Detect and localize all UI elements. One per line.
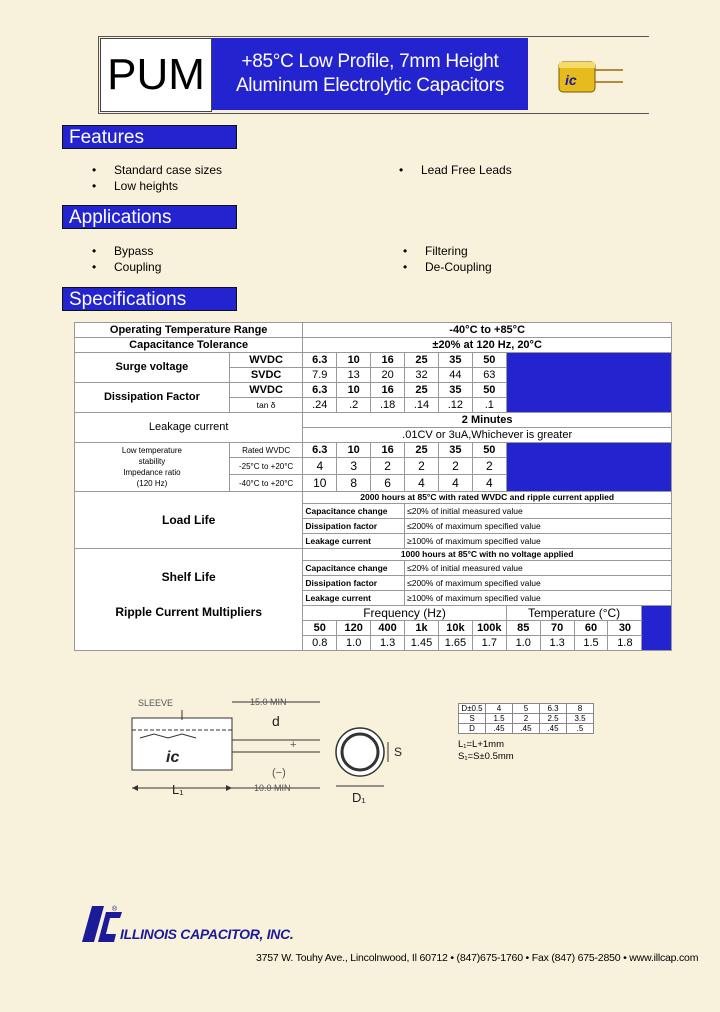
dimension-drawing	[120, 690, 420, 810]
blue-fill-block	[506, 443, 671, 492]
cap-tol-row	[75, 338, 672, 353]
table-cell: 35	[438, 353, 472, 368]
page-title	[212, 38, 528, 110]
leak-value: .01CV or 3uA,Whichever is greater	[303, 428, 672, 443]
specifications-table	[74, 322, 672, 651]
table-cell: 1.5	[574, 636, 608, 651]
blue-fill-block	[506, 353, 671, 413]
table-cell: 4	[303, 458, 337, 475]
application-item: • Bypass	[114, 244, 153, 258]
criteria-label: Dissipation factor	[303, 519, 405, 534]
lts-label-line: Impedance ratio	[123, 468, 181, 477]
table-cell: 13	[337, 368, 371, 383]
leak-row	[75, 413, 672, 428]
table-cell: 4	[486, 704, 513, 714]
table-cell: 100k	[472, 621, 506, 636]
table-cell: 16	[371, 383, 405, 398]
table-cell: 1.7	[472, 636, 506, 651]
table-cell: 1k	[405, 621, 439, 636]
svg-text:®: ®	[112, 906, 118, 913]
table-cell: 2	[405, 458, 439, 475]
table-cell: 0.8	[303, 636, 337, 651]
table-cell: 30	[608, 621, 642, 636]
table-cell: 16	[371, 353, 405, 368]
table-cell: 120	[337, 621, 371, 636]
cap-tol-value: ±20% at 120 Hz, 20°C	[303, 338, 672, 353]
table-cell: 6	[371, 475, 405, 492]
table-cell: 50	[472, 383, 506, 398]
table-cell: D±0.5	[459, 704, 486, 714]
table-cell: S	[459, 714, 486, 724]
table-cell: 4	[472, 475, 506, 492]
r40-label: -40°C to +20°C	[229, 475, 302, 492]
load-life-label: Load Life	[75, 492, 303, 549]
criteria-label: Dissipation factor	[303, 576, 405, 591]
lts-label-line: (120 Hz)	[136, 479, 168, 488]
criteria-value: ≤20% of initial measured value	[405, 504, 672, 519]
lts-label-line: Low temperature	[121, 446, 182, 455]
table-cell: 10	[337, 383, 371, 398]
svg-text:ic: ic	[565, 72, 577, 88]
min10-label: 10.0 MIN	[254, 783, 291, 793]
table-cell: 1.65	[438, 636, 472, 651]
table-cell: 4	[438, 475, 472, 492]
table-cell: 2	[472, 458, 506, 475]
leak-label: Leakage current	[75, 413, 303, 443]
table-cell: 50	[472, 353, 506, 368]
criteria-value: ≥100% of maximum specified value	[405, 591, 672, 606]
wvdc-row	[75, 353, 672, 368]
table-cell: 25	[405, 383, 439, 398]
specifications-heading: Specifications	[62, 287, 237, 311]
table-cell: 32	[405, 368, 439, 383]
criteria-value: ≤200% of maximum specified value	[405, 519, 672, 534]
table-cell: 1.45	[405, 636, 439, 651]
table-cell: 10	[337, 443, 371, 458]
table-cell: 25	[405, 443, 439, 458]
svdc-label: SVDC	[229, 368, 302, 383]
table-cell: .14	[405, 398, 439, 413]
application-item: • Coupling	[114, 260, 161, 274]
table-cell: 70	[540, 621, 574, 636]
load-cond-row	[75, 492, 672, 504]
table-cell: .45	[540, 724, 567, 734]
shelf-condition: 1000 hours at 85°C with no voltage applied	[303, 549, 672, 561]
table-cell: 25	[405, 353, 439, 368]
application-item: • Filtering	[425, 244, 468, 258]
table-cell: 1.0	[506, 636, 540, 651]
freq-label: Frequency (Hz)	[303, 606, 506, 621]
table-cell: 1.5	[486, 714, 513, 724]
wvdc-label: WVDC	[229, 383, 302, 398]
table-cell: 3.5	[567, 714, 594, 724]
table-row	[459, 724, 594, 734]
svg-text:ic: ic	[166, 749, 180, 766]
table-cell: 8	[567, 704, 594, 714]
shelf-life-label: Shelf Life	[75, 549, 303, 606]
table-cell: 44	[438, 368, 472, 383]
table-cell: 1.8	[608, 636, 642, 651]
criteria-value: ≥100% of maximum specified value	[405, 534, 672, 549]
ripple-header-row	[75, 606, 672, 621]
criteria-label: Capacitance change	[303, 561, 405, 576]
table-cell: 4	[405, 475, 439, 492]
sleeve-label: SLEEVE	[138, 698, 174, 708]
table-cell: 35	[438, 383, 472, 398]
df-label: Dissipation Factor	[75, 383, 230, 413]
temp-label: Temperature (°C)	[506, 606, 642, 621]
note-s1: S₁=S±0.5mm	[458, 751, 514, 762]
series-name: PUM	[100, 38, 212, 112]
min15-label: 15.0 MIN	[250, 697, 287, 707]
table-cell: 6.3	[303, 353, 337, 368]
op-temp-label: Operating Temperature Range	[75, 323, 303, 338]
table-cell: 2.5	[540, 714, 567, 724]
table-cell: 2	[513, 714, 540, 724]
l1-label: L₁	[172, 782, 184, 797]
lts-label	[75, 443, 230, 492]
table-cell: 400	[371, 621, 405, 636]
table-cell: 50	[472, 443, 506, 458]
table-cell: .5	[567, 724, 594, 734]
criteria-value: ≤20% of initial measured value	[405, 561, 672, 576]
lts-rated-row	[75, 443, 672, 458]
ripple-label: Ripple Current Multipliers	[75, 606, 303, 651]
table-cell: .2	[337, 398, 371, 413]
table-cell: 10	[337, 353, 371, 368]
table-cell: 50	[303, 621, 337, 636]
table-cell: 6.3	[540, 704, 567, 714]
criteria-label: Leakage current	[303, 591, 405, 606]
feature-item: • Standard case sizes	[114, 163, 222, 177]
table-cell: 3	[337, 458, 371, 475]
applications-heading: Applications	[62, 205, 237, 229]
table-cell: .12	[438, 398, 472, 413]
table-cell: 8	[337, 475, 371, 492]
r25-label: -25°C to +20°C	[229, 458, 302, 475]
d-label: d	[272, 713, 280, 729]
table-cell: .45	[486, 724, 513, 734]
feature-item: • Lead Free Leads	[421, 163, 512, 177]
table-cell: 63	[472, 368, 506, 383]
table-cell: D	[459, 724, 486, 734]
table-cell: 6.3	[303, 443, 337, 458]
table-cell: .1	[472, 398, 506, 413]
cap-tol-label: Capacitance Tolerance	[75, 338, 303, 353]
table-cell: 1.3	[371, 636, 405, 651]
company-name: ILLINOIS CAPACITOR, INC.	[120, 926, 294, 942]
d1-label: D₁	[352, 790, 366, 805]
features-heading: Features	[62, 125, 237, 149]
criteria-label: Capacitance change	[303, 504, 405, 519]
rated-wvdc-label: Rated WVDC	[229, 443, 302, 458]
shelf-cond-row	[75, 549, 672, 561]
lts-label-line: stability	[138, 457, 166, 466]
table-cell: 7.9	[303, 368, 337, 383]
criteria-value: ≤200% of maximum specified value	[405, 576, 672, 591]
company-logo-icon	[82, 902, 122, 946]
capacitor-product-icon	[555, 60, 627, 94]
table-row	[459, 714, 594, 724]
company-address: 3757 W. Touhy Ave., Lincolnwood, Il 60712 • (847)675-1760 • Fax (847) 675-2850 • www.illcap.com	[256, 952, 699, 964]
table-cell: 10	[303, 475, 337, 492]
feature-item: • Low heights	[114, 179, 178, 193]
blue-fill-block	[642, 606, 672, 651]
table-cell: 35	[438, 443, 472, 458]
table-cell: 6.3	[303, 383, 337, 398]
load-condition: 2000 hours at 85°C with rated WVDC and ripple current applied	[303, 492, 672, 504]
s-label: S	[394, 745, 403, 759]
note-l1: L₁=L+1mm	[458, 739, 504, 750]
table-cell: 16	[371, 443, 405, 458]
table-cell: 1.0	[337, 636, 371, 651]
plus-label: +	[290, 739, 297, 751]
title-line-2: Aluminum Electrolytic Capacitors	[235, 75, 505, 96]
table-cell: 5	[513, 704, 540, 714]
criteria-label: Leakage current	[303, 534, 405, 549]
table-cell: 2	[438, 458, 472, 475]
title-line-1: +85°C Low Profile, 7mm Height	[241, 51, 499, 72]
table-cell: .18	[371, 398, 405, 413]
table-row	[459, 704, 594, 714]
table-cell: 1.3	[540, 636, 574, 651]
leak-time: 2 Minutes	[303, 413, 672, 428]
wvdc-label: WVDC	[229, 353, 302, 368]
surge-label: Surge voltage	[75, 353, 230, 383]
minus-label: (−)	[272, 767, 286, 779]
dimension-table	[458, 703, 594, 734]
tan-label: tan δ	[229, 398, 302, 413]
table-cell: 20	[371, 368, 405, 383]
application-item: • De-Coupling	[425, 260, 492, 274]
table-cell: 85	[506, 621, 540, 636]
table-cell: .45	[513, 724, 540, 734]
table-cell: 2	[371, 458, 405, 475]
table-cell: .24	[303, 398, 337, 413]
op-temp-row	[75, 323, 672, 338]
table-cell: 10k	[438, 621, 472, 636]
op-temp-value: -40°C to +85°C	[303, 323, 672, 338]
table-cell: 60	[574, 621, 608, 636]
